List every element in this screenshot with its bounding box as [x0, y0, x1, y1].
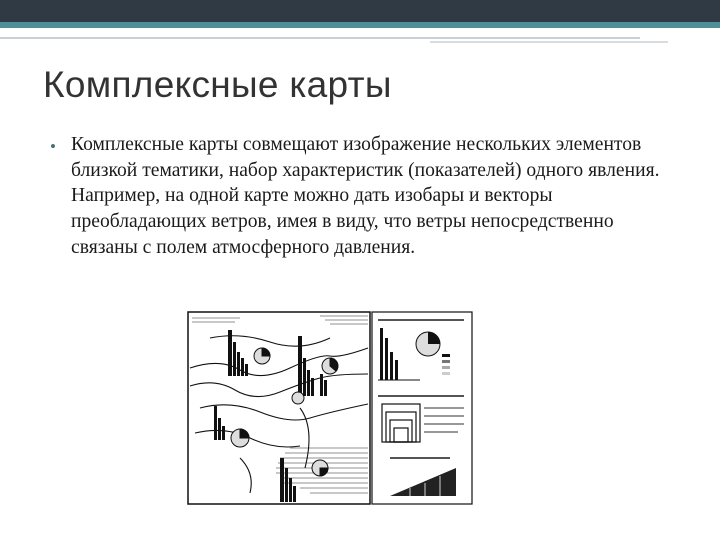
bullet-text: Комплексные карты совмещают изображение нескольких элементов близкой тематики, набор характеристик (показателей) одного явления. Например, на одной карте можно дать изобары и векторы преобладающих ветров, имея в виду, что ветры непосредственно связаны с полем атмосферного давления. — [71, 134, 660, 258]
header-rule — [0, 37, 640, 39]
header-rule-secondary — [430, 41, 668, 43]
slide-title: Комплексные карты — [43, 64, 392, 105]
header-accent-stripe — [0, 22, 720, 28]
map-illustration-icon — [180, 308, 480, 508]
header-bar — [0, 0, 720, 22]
complex-map-figure — [180, 308, 480, 508]
bullet-icon: • — [50, 137, 56, 156]
